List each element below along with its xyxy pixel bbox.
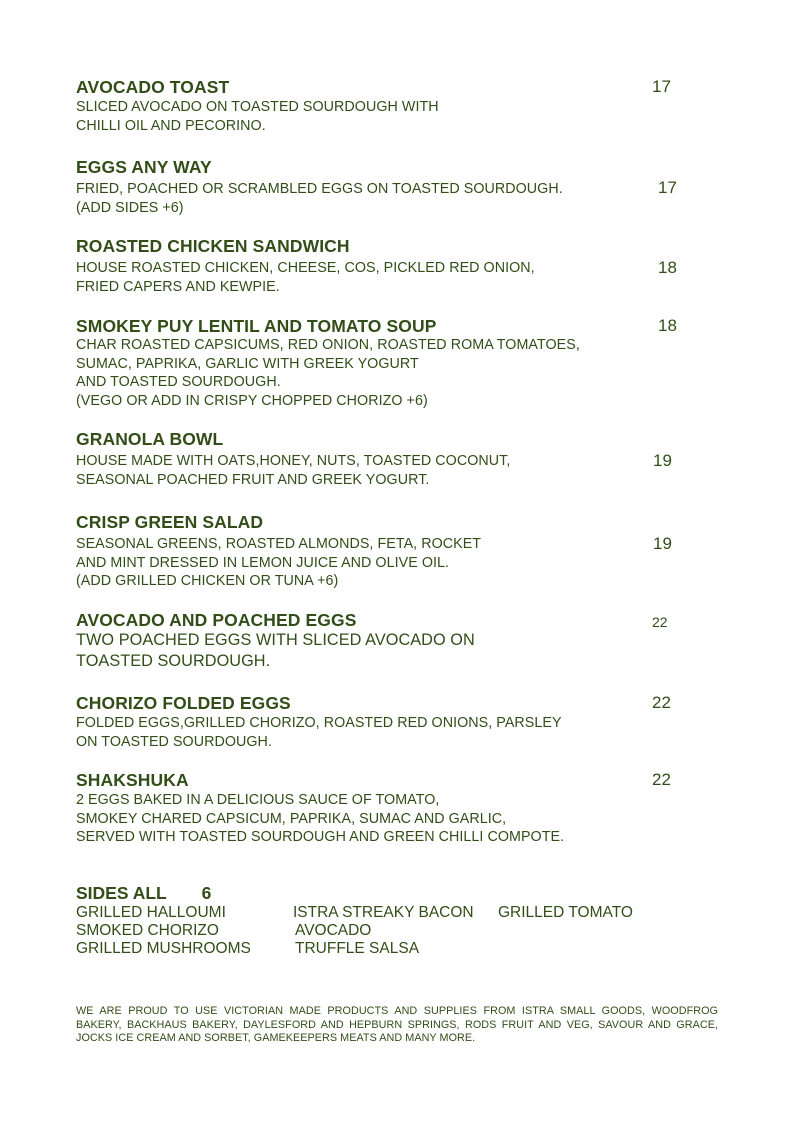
menu-item [76, 770, 716, 847]
side-item: AVOCADO [295, 922, 372, 939]
item-desc-line: HOUSE ROASTED CHICKEN, CHEESE, COS, PICKLED RED ONION, [76, 260, 535, 276]
item-desc-line: ON TOASTED SOURDOUGH. [76, 733, 272, 750]
item-desc-line: TOASTED SOURDOUGH. [76, 651, 271, 670]
menu-item [76, 429, 716, 489]
item-desc-line: SERVED WITH TOASTED SOURDOUGH AND GREEN CHILLI COMPOTE. [76, 829, 565, 845]
item-price: 22 [652, 693, 671, 712]
item-desc-line: SMOKEY CHARED CAPSICUM, PAPRIKA, SUMAC AND GARLIC, [76, 810, 507, 827]
item-desc-line: SEASONAL POACHED FRUIT AND GREEK YOGURT. [76, 471, 430, 488]
item-desc-line: HOUSE MADE WITH OATS,HONEY, NUTS, TOASTED COCONUT, [76, 453, 511, 469]
menu-item [76, 77, 716, 135]
side-item: ISTRA STREAKY BACON [293, 904, 474, 921]
menu-item [76, 157, 716, 217]
item-price: 17 [658, 178, 677, 197]
item-title: AVOCADO TOAST [76, 77, 230, 97]
menu-item [76, 693, 716, 751]
item-title: EGGS ANY WAY [76, 157, 212, 177]
item-title: CHORIZO FOLDED EGGS [76, 693, 291, 713]
sides-heading [76, 883, 211, 904]
item-desc-line: (ADD GRILLED CHICKEN OR TUNA +6) [76, 573, 339, 589]
item-title: ROASTED CHICKEN SANDWICH [76, 236, 350, 256]
item-title: SMOKEY PUY LENTIL AND TOMATO SOUP [76, 316, 437, 336]
sides-price: 6 [201, 883, 212, 903]
side-item: GRILLED HALLOUMI [76, 904, 226, 921]
item-desc-line: (VEGO OR ADD IN CRISPY CHOPPED CHORIZO +6) [76, 392, 428, 409]
item-price: 17 [652, 77, 671, 96]
item-price: 18 [658, 316, 677, 335]
suppliers-footer: WE ARE PROUD TO USE VICTORIAN MADE PRODUCTS AND SUPPLIES FROM ISTRA SMALL GOODS, WOODFROG BAKERY, BACKHAUS BAKERY, DAYLESFORD AND HEPBURN SPRINGS, RODS FRUIT AND VEG, SAVOUR AND GRACE, JOCKS ICE CREAM AND SORBET, GAMEKEEPERS MEATS AND MANY MORE. [76, 1005, 718, 1044]
side-item: GRILLED MUSHROOMS [76, 940, 251, 957]
item-desc-line: SUMAC, PAPRIKA, GARLIC WITH GREEK YOGURT [76, 355, 419, 372]
item-price: 18 [658, 258, 677, 277]
item-title: CRISP GREEN SALAD [76, 512, 264, 532]
item-desc-line: FOLDED EGGS,GRILLED CHORIZO, ROASTED RED ONIONS, PARSLEY [76, 715, 562, 731]
item-desc-line: FRIED CAPERS AND KEWPIE. [76, 278, 280, 295]
item-desc-line: (ADD SIDES +6) [76, 199, 184, 216]
item-desc-line: 2 EGGS BAKED IN A DELICIOUS SAUCE OF TOMATO, [76, 792, 440, 808]
item-title: GRANOLA BOWL [76, 429, 224, 449]
item-desc-line: FRIED, POACHED OR SCRAMBLED EGGS ON TOASTED SOURDOUGH. [76, 181, 563, 197]
menu-item [76, 610, 716, 671]
side-item: SMOKED CHORIZO [76, 922, 219, 939]
item-title: AVOCADO AND POACHED EGGS [76, 610, 357, 630]
item-price: 19 [653, 534, 672, 553]
item-desc-line: AND TOASTED SOURDOUGH. [76, 374, 281, 390]
item-desc-line: CHAR ROASTED CAPSICUMS, RED ONION, ROASTED ROMA TOMATOES, [76, 337, 580, 353]
item-title: SHAKSHUKA [76, 770, 189, 790]
item-price: 22 [652, 614, 668, 630]
menu-item [76, 236, 716, 296]
menu-item [76, 316, 716, 410]
menu-item [76, 512, 716, 591]
item-price: 19 [653, 451, 672, 470]
item-desc-line: CHILLI OIL AND PECORINO. [76, 117, 266, 134]
side-item: TRUFFLE SALSA [295, 940, 420, 957]
item-desc-line: TWO POACHED EGGS WITH SLICED AVOCADO ON [76, 631, 475, 649]
side-item: GRILLED TOMATO [498, 904, 633, 921]
item-desc-line: SLICED AVOCADO ON TOASTED SOURDOUGH WITH [76, 99, 439, 115]
sides-title: SIDES ALL [76, 883, 167, 903]
item-price: 22 [652, 770, 671, 789]
item-desc-line: AND MINT DRESSED IN LEMON JUICE AND OLIVE OIL. [76, 554, 450, 571]
item-desc-line: SEASONAL GREENS, ROASTED ALMONDS, FETA, ROCKET [76, 536, 482, 552]
